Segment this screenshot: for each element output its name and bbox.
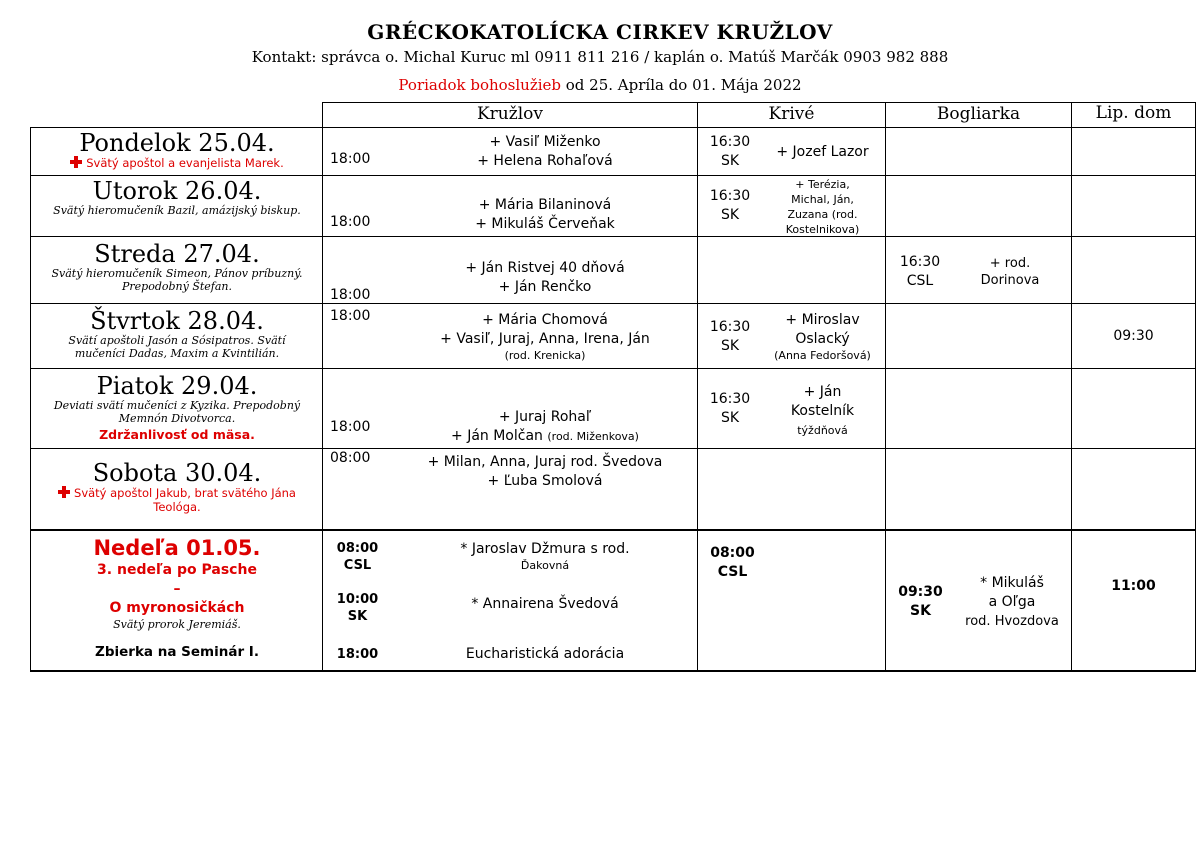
mass-time: 18:00 bbox=[336, 647, 379, 662]
mass-time: 10:00 SK bbox=[336, 592, 379, 624]
page-title: GRÉCKOKATOLÍCKA CIRKEV KRUŽLOV bbox=[367, 20, 833, 44]
lip-dom-time: 11:00 bbox=[1111, 578, 1156, 594]
mass-time: 18:00 bbox=[330, 214, 371, 230]
col-krive: Krivé bbox=[768, 104, 815, 124]
sunday-subtitle: O myronosičkách bbox=[109, 600, 245, 616]
mass-time: 18:00 bbox=[330, 287, 371, 303]
krive-intention: + Terézia, Michal, Ján, Zuzana (rod. Kostelnikova) bbox=[785, 178, 860, 236]
krive-time: 08:00 CSL bbox=[710, 545, 755, 580]
krive-time: 16:30 SK bbox=[709, 319, 751, 354]
krive-time: 16:30 SK bbox=[709, 134, 751, 169]
bogliarka-time: 09:30 SK bbox=[898, 584, 943, 619]
cross-icon bbox=[70, 156, 82, 168]
fasting-note: Zdržanlivosť od mäsa. bbox=[99, 427, 255, 442]
krive-intention: + Jozef Lazor bbox=[776, 144, 869, 160]
mass-time: 08:00 bbox=[330, 450, 371, 466]
period-red: Poriadok bohoslužieb bbox=[398, 76, 561, 94]
feast: Svätý hieromučeník Simeon, Pánov príbuzný. Prepodobný Štefan. bbox=[51, 267, 303, 293]
day-monday bbox=[32, 130, 322, 170]
mass-intention: * Annairena Švedová bbox=[471, 596, 619, 612]
mass-time: 08:00 CSL bbox=[336, 541, 379, 573]
feast: Svätý prorok Jeremiáš. bbox=[113, 618, 241, 631]
sunday-title: 3. nedeľa po Pasche bbox=[97, 562, 257, 578]
mass-intention: Eucharistická adorácia bbox=[465, 646, 625, 662]
cross-icon bbox=[58, 486, 70, 498]
krive-intention: + Miroslav Oslacký (Anna Fedoršová) bbox=[774, 312, 871, 362]
krive-time: 16:30 SK bbox=[709, 188, 751, 223]
feast: Deviati svätí mučeníci z Kyzika. Prepodobný Memnón Divotvorca. bbox=[53, 399, 301, 425]
day-name: Pondelok 25.04. bbox=[79, 129, 275, 157]
mass-time: 18:00 bbox=[330, 419, 371, 435]
mass-intention: + Juraj Rohaľ + Ján Molčan (rod. Miženkova) bbox=[451, 409, 639, 444]
feast: Svätý apoštol Jakub, brat svätého Jána Teológa. bbox=[32, 486, 322, 514]
mass-intention: + Ján Ristvej 40 dňová + Ján Renčko bbox=[465, 260, 625, 295]
day-name: Utorok 26.04. bbox=[92, 177, 262, 205]
bogliarka-time: 16:30 CSL bbox=[899, 254, 941, 289]
mass-intention: * Jaroslav Džmura s rod. Ďakovná bbox=[460, 541, 630, 572]
col-bogliarka: Bogliarka bbox=[936, 104, 1021, 124]
day-name: Piatok 29.04. bbox=[96, 372, 258, 400]
mass-time: 18:00 bbox=[330, 151, 371, 167]
feast: Svätý apoštol a evanjelista Marek. bbox=[32, 156, 322, 170]
bogliarka-intention: + rod. Dorinova bbox=[980, 256, 1040, 288]
mass-time: 18:00 bbox=[330, 308, 371, 324]
day-name: Streda 27.04. bbox=[94, 240, 260, 268]
feast: Svätí apoštoli Jasón a Sósipatros. Svätí mučeníci Dadas, Maxim a Kvintilián. bbox=[68, 334, 286, 360]
day-name: Nedeľa 01.05. bbox=[93, 536, 261, 560]
day-saturday bbox=[32, 460, 322, 514]
krive-time: 16:30 SK bbox=[709, 391, 751, 426]
contact-line: Kontakt: správca o. Michal Kuruc ml 0911 811 216 / kaplán o. Matúš Marčák 0903 982 888 bbox=[251, 48, 949, 66]
krive-intention: + Ján Kostelník týždňová bbox=[790, 384, 855, 437]
lip-dom-time: 09:30 bbox=[1113, 328, 1154, 344]
mass-intention: + Mária Bilaninová + Mikuláš Červeňak bbox=[475, 197, 615, 232]
day-wednesday bbox=[32, 241, 322, 293]
day-thursday bbox=[32, 308, 322, 360]
bogliarka-intention: * Mikuláš a Oľga rod. Hvozdova bbox=[965, 575, 1059, 629]
mass-intention: + Mária Chomová + Vasiľ, Juraj, Anna, Irena, Ján (rod. Krenicka) bbox=[440, 312, 650, 362]
period-line bbox=[0, 76, 1200, 94]
collection-note: Zbierka na Seminár I. bbox=[95, 644, 259, 660]
feast: Svätý hieromučeník Bazil, amázijský biskup. bbox=[53, 204, 301, 217]
day-tuesday bbox=[32, 178, 322, 217]
day-friday bbox=[32, 373, 322, 442]
sunday-dash: – bbox=[173, 581, 181, 597]
col-lip-dom: Lip. dom bbox=[1095, 103, 1172, 123]
day-name: Štvrtok 28.04. bbox=[90, 307, 264, 335]
day-sunday bbox=[32, 535, 322, 660]
mass-intention: + Vasiľ Miženko + Helena Rohaľová bbox=[477, 134, 613, 169]
col-kruzlov: Kružlov bbox=[476, 104, 543, 124]
mass-intention: + Milan, Anna, Juraj rod. Švedova + Ľuba Smolová bbox=[427, 454, 663, 489]
period-rest: od 25. Apríla do 01. Mája 2022 bbox=[561, 76, 802, 94]
day-name: Sobota 30.04. bbox=[92, 459, 262, 487]
